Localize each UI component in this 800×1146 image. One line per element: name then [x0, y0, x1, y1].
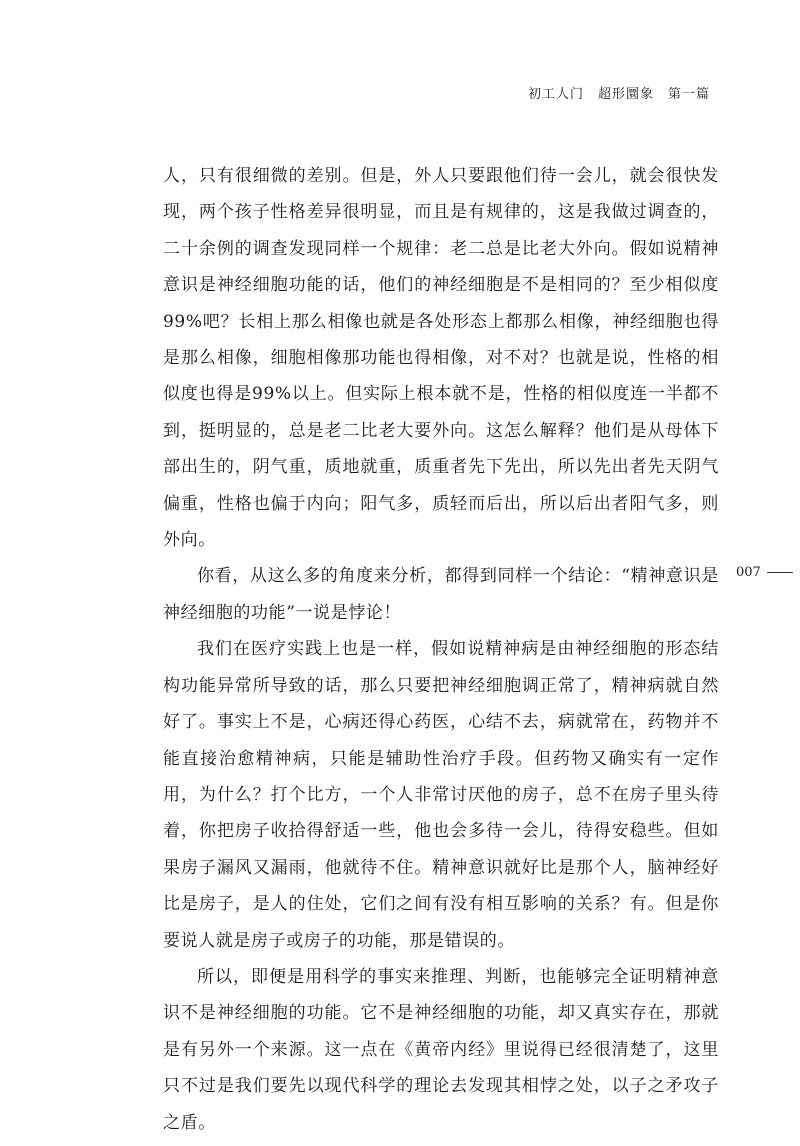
paragraph-3: 我们在医疗实践上也是一样，假如说精神病是由神经细胞的形态结构功能异常所导致的话，那么只要把神经细胞调正常了，精神病就自然好了。事实上不是，心病还得心药医，心结不去，病就常在，药物并不能直接治愈精神病，只能是辅助性治疗手段。但药物又确实有一定作用，为什么？打个比方，一个人非常讨厌他的房子，总不在房子里头待着，你把房子收拾得舒适一些，他也会多待一会儿，待得安稳些。但如果房子漏风又漏雨，他就待不住。精神意识就好比是那个人，脑神经好比是房子，是人的住处，它们之间有没有相互影响的关系？有。但是你要说人就是房子或房子的功能，那是错误的。: [163, 639, 719, 951]
body-text: [163, 158, 719, 1141]
header-book-title: 超形圜象: [597, 87, 654, 102]
paragraph-2: 你看，从这么多的角度来分析，都得到同样一个结论：“精神意识是神经细胞的功能”一说是悖论！: [163, 566, 719, 623]
page-number-marker: [736, 565, 793, 580]
running-header: [528, 83, 710, 102]
folio-rule: [767, 572, 793, 573]
paragraph-4: 所以，即便是用科学的事实来推理、判断，也能够完全证明精神意识不是神经细胞的功能。它不是神经细胞的功能，却又真实存在，那就是有另外一个来源。这一点在《黄帝内经》里说得已经很清楚了，这里只不过是我们要先以现代科学的理论去发现其相悖之处，以子之矛攻子之盾。: [163, 966, 719, 1133]
header-part-title: 第一篇: [667, 87, 710, 102]
paragraph-1: 人，只有很细微的差别。但是，外人只要跟他们待一会儿，就会很快发现，两个孩子性格差异很明显，而且是有规律的，这是我做过调查的，二十余例的调查发现同样一个规律：老二总是比老大外向。假如说精神意识是神经细胞功能的话，他们的神经细胞是不是相同的？至少相似度99%吧？长相上那么相像也就是各处形态上都那么相像，神经细胞也得是那么相像，细胞相像那功能也得相像，对不对？也就是说，性格的相似度也得是99%以上。但实际上根本就不是，性格的相似度连一半都不到，挺明显的，总是老二比老大要外向。这怎么解释？他们是从母体下部出生的，阴气重，质地就重，质重者先下先出，所以先出者先天阴气偏重，性格也偏于内向；阳气多，质轻而后出，所以后出者阳气多，则外向。: [163, 166, 719, 551]
header-series-title: 初工人门: [527, 87, 584, 102]
page-number: 007: [736, 565, 761, 580]
